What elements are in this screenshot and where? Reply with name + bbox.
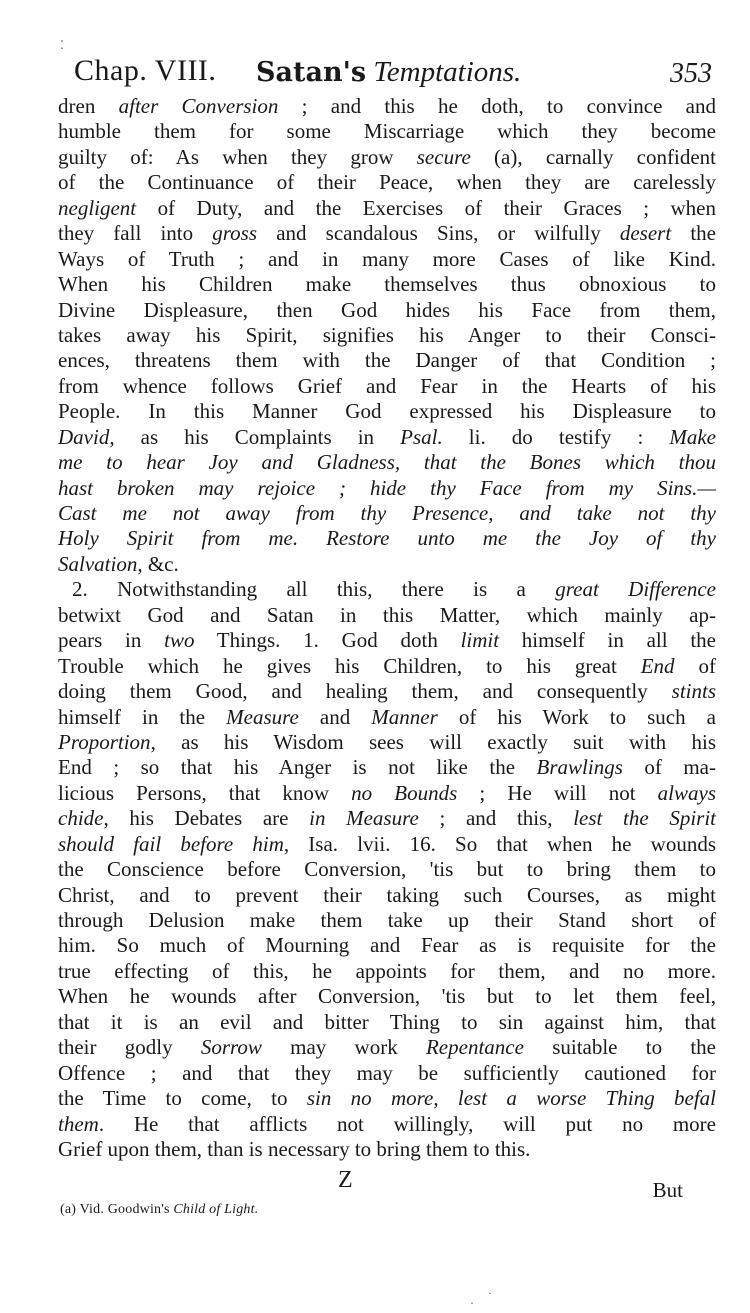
text-run: their godly (58, 1035, 201, 1060)
ink-speck: · (488, 1286, 492, 1300)
text-run: and (298, 704, 372, 729)
italic-run: Holy Spirit from me. Restore unto me the Joy of thy (58, 526, 716, 551)
text-line (58, 350, 716, 372)
text-run: him. So much of Mourning and Fear as is requisite for the (58, 933, 716, 958)
text-run: of his Work to such a (437, 704, 716, 729)
footnote (60, 1202, 258, 1218)
text-line (58, 172, 716, 194)
text-run: Trouble which he gives his Children, to his great (58, 653, 641, 678)
text-run: 2. Notwithstanding all this, there is a (72, 577, 556, 602)
italic-run: Cast me not away from thy Presence, and take not thy (58, 501, 716, 525)
text-line (58, 551, 716, 576)
italic-run: Salvation (58, 551, 138, 576)
italic-run: sin no more, lest a worse Thing befal (306, 1086, 716, 1111)
text-line (58, 602, 716, 627)
text-line (58, 274, 716, 296)
text-line (58, 503, 716, 525)
text-run: , his Debates are (103, 806, 310, 831)
italic-run: should fail before him (58, 831, 284, 856)
text-run: , Isa. lvii. 16. So that when he wounds (283, 831, 716, 856)
page-number: 353 (670, 58, 712, 89)
italic-run: David (58, 424, 110, 449)
italic-run: desert (619, 221, 672, 246)
running-title-italic: Temptations. (373, 56, 522, 88)
text-line (58, 452, 716, 474)
text-run: the Conscience before Conversion, 'tis but to bring them to (58, 857, 716, 882)
text-run: the Time to come, to (58, 1086, 307, 1111)
text-run: People. In this Manner God expressed his Displeasure to (58, 399, 716, 424)
italic-run: lest the Spirit (573, 806, 717, 831)
italic-run: gross (212, 221, 258, 246)
body-text (58, 96, 716, 1161)
text-line (58, 96, 716, 118)
text-run: When he wounds after Conversion, 'tis but to let them feel, (58, 984, 716, 1009)
italic-run: secure (416, 144, 471, 169)
text-line (58, 808, 716, 830)
italic-run: no Bounds (351, 780, 458, 805)
text-line (58, 1088, 716, 1110)
text-line (58, 704, 716, 729)
text-line (58, 1111, 716, 1136)
text-run: doing them Good, and healing them, and consequently (58, 679, 672, 704)
text-line (58, 144, 716, 169)
italic-run: great Difference (555, 577, 716, 602)
text-line (58, 121, 716, 143)
text-run: betwixt God and Satan in this Matter, which mainly ap- (58, 602, 716, 627)
italic-run: two (164, 628, 195, 653)
text-run: , as his Complaints in (109, 424, 401, 449)
text-run: guilty of: As when they grow (58, 144, 417, 169)
text-line (58, 986, 716, 1008)
text-run: li. do testify : (442, 424, 670, 449)
italic-run: Measure (226, 704, 299, 729)
text-run: the (671, 221, 716, 246)
italic-run: stints (671, 679, 716, 704)
text-run: . He that afflicts not willingly, will put no more (98, 1111, 716, 1136)
text-run: licious Persons, that know (58, 780, 352, 805)
text-line (58, 882, 716, 907)
text-run: himself in all the (499, 628, 716, 653)
italic-run: Manner (371, 704, 438, 729)
text-run: of the Continuance of their Peace, when they are carelessly (58, 170, 716, 195)
text-run: ; and this he doth, to convince and (278, 94, 716, 118)
text-run: ; and this, (418, 806, 574, 831)
text-line (58, 935, 716, 957)
text-run: Things. 1. God doth (194, 628, 461, 653)
text-run: dren (58, 94, 119, 118)
text-run: they fall into (58, 221, 213, 246)
text-run: from whence follows Grief and Fear in the Hearts of his (58, 373, 716, 398)
text-run: of ma- (622, 755, 716, 780)
text-run: (a), carnally confident (470, 144, 716, 169)
text-run: himself in the (58, 704, 227, 729)
text-line (58, 475, 716, 500)
text-line (58, 757, 716, 779)
italic-run: them (58, 1111, 99, 1136)
text-run: of (674, 653, 716, 678)
ink-speck: · (470, 1296, 474, 1310)
running-header (74, 50, 714, 98)
italic-run: Sorrow (200, 1035, 262, 1060)
text-run: Offence ; and that they may be sufficiently cautioned for (58, 1060, 716, 1085)
text-run: and scandalous Sins, or wilfully (257, 221, 620, 246)
text-line (58, 322, 716, 347)
italic-run: after Conversion (118, 94, 279, 118)
text-line (58, 630, 716, 652)
text-line (58, 246, 716, 271)
italic-run: limit (460, 628, 500, 653)
text-line (58, 780, 716, 805)
italic-run: chide (58, 806, 104, 831)
text-line (58, 424, 716, 449)
text-line (58, 373, 716, 398)
text-line (58, 195, 716, 220)
italic-run: Proportion (58, 729, 151, 754)
text-run: Grief upon them, than is necessary to bring them to this. (58, 1136, 531, 1161)
text-run: Christ, and to prevent their taking such Courses, as might (58, 882, 716, 907)
text-line (58, 297, 716, 322)
text-line (58, 958, 716, 983)
italic-run: hast broken may rejoice ; hide thy Face from my Sins.— (58, 475, 716, 500)
italic-run: negligent (58, 195, 137, 220)
italic-run: Repentance (425, 1035, 524, 1060)
text-line (58, 528, 716, 550)
text-run: ences, threatens them with the Danger of that Condition ; (58, 348, 716, 373)
text-run: When his Children make themselves thus obnoxious to (58, 272, 716, 297)
text-line (58, 729, 716, 754)
running-title (256, 56, 521, 89)
text-line (58, 1060, 716, 1085)
text-line (58, 223, 716, 245)
text-run: through Delusion make them take up their Stand short of (58, 908, 716, 932)
text-run: Ways of Truth ; and in many more Cases of like Kind. (58, 246, 716, 271)
text-line (58, 910, 716, 932)
italic-run: Psal. (400, 424, 443, 449)
text-run: takes away his Spirit, signifies his Anger to their Consci- (58, 322, 716, 347)
text-run: End ; so that his Anger is not like the (58, 755, 537, 780)
text-line (58, 579, 716, 601)
text-line (58, 1136, 716, 1161)
text-run: Divine Displeasure, then God hides his Face from them, (58, 297, 716, 322)
text-line (58, 831, 716, 856)
italic-run: Brawlings (536, 755, 623, 780)
text-line (58, 1009, 716, 1034)
italic-run: in Measure (309, 806, 419, 831)
text-line (58, 401, 716, 423)
italic-run: me to hear Joy and Gladness, that the Bones which thou (58, 450, 716, 475)
text-run: may work (261, 1035, 426, 1060)
text-run: that it is an evil and bitter Thing to sin against him, that (58, 1009, 716, 1034)
text-line (58, 1037, 716, 1059)
italic-run: Make (669, 424, 716, 449)
footnote-prefix: (a) Vid. Goodwin's (60, 1202, 174, 1217)
text-run: of Duty, and the Exercises of their Graces ; when (136, 195, 716, 220)
ink-speck: ⁚ (60, 38, 64, 52)
text-run: suitable to the (523, 1035, 716, 1060)
chapter-label: Chap. VIII. (74, 54, 217, 87)
running-title-blackletter: Satan's (256, 57, 367, 88)
text-line (58, 681, 716, 703)
signature-mark: Z (338, 1167, 353, 1193)
text-run: , as his Wisdom sees will exactly suit with his (150, 729, 716, 754)
footnote-title: Child of Light. (173, 1202, 259, 1217)
text-line (58, 859, 716, 881)
catchword: But (652, 1178, 683, 1202)
text-run: , &c. (137, 551, 179, 576)
italic-run: always (657, 780, 716, 805)
text-run: true effecting of this, he appoints for them, and no more. (58, 958, 716, 983)
text-run: humble them for some Miscarriage which they become (58, 119, 716, 144)
text-line (58, 653, 716, 678)
text-run: pears in (58, 628, 165, 653)
text-run: ; He will not (457, 780, 658, 805)
italic-run: End (640, 653, 675, 678)
